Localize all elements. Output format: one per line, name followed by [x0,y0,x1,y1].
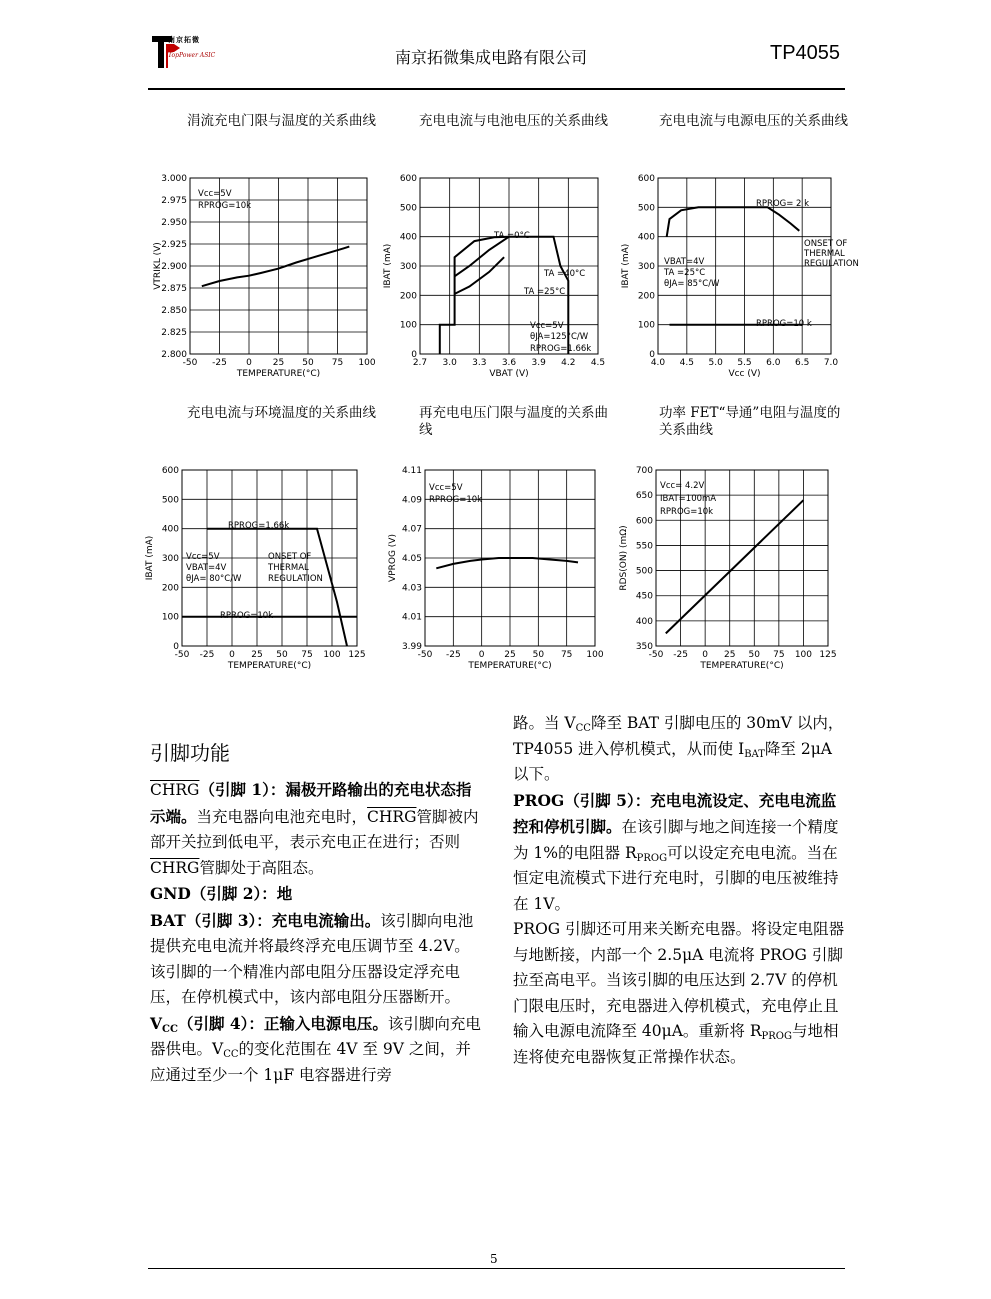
chart-2-ytick-label: 600 [637,174,655,184]
chart-3-annotation: VBAT=4V [186,563,227,573]
chart-1-xlabel: VBAT (V) [489,369,529,379]
chart-1-annotation: TA =25°C [524,287,566,297]
chart-2-annotation: RPROG= 2 k [756,199,810,209]
footer-rule [148,1268,845,1269]
chart-2-xtick-label: 6.5 [795,358,810,368]
chart-2-annotation: θJA= 85°C/W [664,279,720,289]
logo-text-en: TopPower ASIC [168,52,216,59]
chart-5-ytick-label: 650 [635,491,653,502]
chart-2-ytick-label: 300 [637,262,655,272]
chart-4-ytick-label: 4.11 [401,466,422,476]
chart-3-ytick-label: 0 [173,642,179,652]
company-name: 南京拓微集成电路有限公司 [395,48,588,67]
pin5-sd-text-2: 与地相连将使充电器恢复正常操作状态。 [513,1022,839,1066]
chart-1-ytick-label: 200 [399,291,417,302]
chart-4-xtick-label: 25 [504,650,516,660]
chart-5-xtick-label: 125 [819,650,837,660]
pin5-text-2: 可以设定充电电流。当在恒定电流模式下进行充电时，引脚的电压被维持在 1V。 [513,843,839,913]
chart-4-annotation: Vcc=5V [429,483,463,493]
chart-5-xtick-label: -25 [673,650,688,660]
pin1-text-1: 当充电器向电池充电时， [196,807,368,826]
chart-2-xtick-label: 4.5 [679,358,694,368]
chart-3-ytick-label: 600 [161,466,179,476]
pin4-v: V [150,1013,163,1033]
chart-2-xtick-label: 5.0 [708,358,723,368]
chart-3-xtick-label: -50 [174,650,190,660]
chart-title-trickle: 涓流充电门限与温度的关系曲线 [187,113,376,129]
chart-1-annotation: TA =40°C [544,269,586,279]
pin4-cc-sub: CC [162,1023,178,1035]
chart-5-xtick-label: 50 [748,650,761,660]
chart-3-ylabel: IBAT (mA) [145,535,155,581]
pin5-paragraph [513,788,845,918]
chart-0-ytick-label: 2.925 [161,240,187,250]
pin4-cc-sub-2: CC [223,1049,239,1060]
chart-2-xtick-label: 7.0 [823,358,839,368]
chart-3-xtick-label: 0 [229,650,235,660]
pin4-cont-text-1: 路。当 V [513,714,576,732]
pin4-text-1: 该引脚向充电器供电。V [150,1014,481,1058]
chart-1-xtick-label: 4.5 [590,358,606,368]
chart-1-ytick-label: 100 [399,320,417,331]
chart-ibat-vs-temp [145,462,378,671]
chart-5-xlabel: TEMPERATURE(°C) [700,661,784,671]
chart-5-ytick-label: 550 [635,541,653,552]
chart-3-annotation: RPROG=1.66k [228,521,290,531]
chart-3-annotation: REGULATION [268,574,323,584]
pin5-text-1: 在该引脚与地之间连接一个精度为 1%的电阻器 R [513,818,839,862]
pin3-text: 该引脚向电池提供充电电流并将最终浮充电压调节至 4.2V。该引脚的一个精准内部电阻分压器设定浮充电压，在停机模式中，该内部电阻分压器断开。 [150,911,474,1006]
chart-3-ytick-label: 100 [161,612,179,623]
chart-0-ytick-label: 2.900 [161,262,187,272]
chart-3-xtick-label: 100 [323,650,341,660]
chart-3-xtick-label: 50 [276,650,288,660]
chart-4-xtick-label: 0 [478,650,485,660]
chart-2-annotation: VBAT=4V [664,257,705,267]
chart-2-annotation: THERMAL [804,249,845,259]
chart-title-ibat-vcc: 充电电流与电源电压的关系曲线 [659,113,848,129]
chart-0-xtick-label: 25 [272,358,285,368]
chart-5-ytick-label: 400 [635,616,653,627]
pin1-desc-bold: 漏极开路输出的充电状态指示端。 [150,780,472,826]
chart-0-ytick-label: 2.850 [161,306,187,316]
pin5-shutdown-paragraph [513,917,845,1070]
chart-2-ytick-label: 500 [637,203,655,214]
chart-3-xtick-label: -25 [199,650,215,660]
pin2-desc-bold: GND（引脚 2）：地 [150,884,293,903]
chart-4-ytick-label: 3.99 [401,642,422,652]
chart-0-xtick-label: -50 [182,358,198,368]
chart-0-ylabel: VTRIKL (V) [153,242,163,290]
chart-1-annotation: RPROG=1.66k [530,344,592,354]
pin4-cont-bat-sub: BAT [744,748,765,760]
chart-1-series-1 [455,237,509,277]
chart-5-ytick-label: 450 [635,591,653,602]
pin1-name: CHRG [150,781,200,799]
chart-4-xtick-label: 75 [560,650,573,660]
pin3-desc-bold: BAT（引脚 3）：充电电流输出。 [150,910,381,930]
chart-4-series-0 [436,558,578,568]
chart-3-annotation: RPROG=10k [220,611,274,621]
chart-0-ytick-label: 3.000 [161,174,187,184]
chart-3-ytick-label: 400 [161,524,179,535]
chart-4-xtick-label: -25 [445,650,461,660]
chart-title-vprog-temp: 再充电电压门限与温度的关系曲线 [419,405,608,438]
chart-4-ytick-label: 4.03 [401,583,422,594]
section-title: 引脚功能 [150,741,230,765]
chart-1-xtick-label: 3.6 [501,358,517,368]
header-rule [148,88,845,90]
chart-3-annotation: THERMAL [268,563,309,573]
chart-0-xtick-label: -25 [212,358,227,368]
logo-text-cn: 南京拓微 [168,36,200,44]
chart-1-ytick-label: 500 [399,203,417,214]
chart-1-xtick-label: 3.3 [472,358,487,368]
pin4-text-2: 的变化范围在 4V 至 9V 之间，并应通过至少一个 1μF 电容器进行旁 [150,1040,471,1084]
pin5-sd-prog-sub: PROG [761,1031,792,1042]
pin1-text-2: 管脚被内部开关拉到低电平，表示充电正在进行；否则 [150,807,479,851]
chart-5-ytick-label: 600 [635,516,653,527]
chart-title-ibat-vbat: 充电电流与电池电压的关系曲线 [419,113,608,129]
chart-0-xtick-label: 0 [246,358,252,368]
chart-4-svg [380,462,610,671]
chart-1-annotation: TA =0°C [494,231,530,241]
chart-0-xlabel: TEMPERATURE(°C) [236,369,321,379]
chart-5-xtick-label: 0 [702,650,709,660]
chart-3-ytick-label: 200 [161,583,179,594]
chart-5-svg [619,462,850,671]
chart-rds-vs-temp [620,462,850,671]
chart-4-xtick-label: -50 [417,650,433,660]
chart-0-ytick-label: 2.950 [161,218,187,228]
pin5-prog-sub: PROG [636,852,668,864]
chart-0-series-0 [202,247,349,287]
chart-2-annotation: REGULATION [804,259,859,269]
chart-2-xtick-label: 5.5 [737,358,752,368]
chart-vprog-vs-temp [380,462,610,671]
pin3-paragraph [150,908,482,1011]
chart-5-ytick-label: 350 [635,642,653,652]
chart-3-ytick-label: 300 [161,554,179,564]
chart-2-ytick-label: 0 [649,350,655,360]
chart-5-xtick-label: 100 [794,650,813,660]
chart-4-ytick-label: 4.05 [401,554,422,564]
chart-4-ytick-label: 4.07 [401,524,422,535]
pin4-desc-bold: （引脚 4）：正输入电源电压。 [177,1013,388,1033]
pin1-text-3: 管脚处于高阻态。 [199,858,324,877]
chart-1-svg [380,170,610,379]
chart-title-rds-temp: 功率 FET“导通”电阻与温度的关系曲线 [659,405,841,438]
chart-1-xtick-label: 3.9 [531,358,546,368]
chart-3-xlabel: TEMPERATURE(°C) [227,661,312,671]
chart-4-ytick-label: 4.01 [401,612,422,623]
chart-2-xtick-label: 4.0 [650,358,666,368]
chart-0-xtick-label: 75 [331,358,344,368]
chart-5-annotation: Vcc= 4.2V [660,481,705,491]
chart-1-xtick-label: 2.7 [412,358,428,368]
chart-1-ytick-label: 0 [411,350,417,360]
chart-1-xtick-label: 3.0 [442,358,457,368]
pin5-sd-text-1: PROG 引脚还可用来关断充电器。将设定电阻器与地断接，内部一个 2.5μA 电流将 PROG 引脚拉至高电平。当该引脚的电压达到 2.7V 的停机门限电压时，充电器进入停机模式，充电停止且输入电源电流降至 40μA。重新将 R [513,920,845,1040]
chart-3-ytick-label: 500 [161,495,179,506]
chart-5-ytick-label: 500 [635,566,653,577]
chart-2-annotation: RPROG=10 k [756,319,812,329]
chart-2-svg [620,170,859,379]
pin5-desc-bold: PROG（引脚 5）：充电电流设定、充电电流监控和停机引脚。 [513,790,837,836]
page-number: 5 [490,1252,498,1266]
chart-5-xtick-label: -50 [648,650,664,660]
chart-3-annotation: θJA= 80°C/W [186,574,242,584]
chart-0-ytick-label: 2.825 [161,328,187,338]
chart-2-ytick-label: 400 [637,232,655,243]
chart-4-xlabel: TEMPERATURE(°C) [468,661,552,671]
chart-1-ylabel: IBAT (mA) [383,243,393,289]
chart-1-annotation: θJA=125°C/W [530,332,589,342]
chart-1-annotation: Vcc=5V [530,321,564,331]
part-number: TP4055 [770,42,841,64]
chart-3-xtick-label: 25 [251,650,263,660]
chart-5-xtick-label: 25 [723,650,736,660]
chart-0-annotation: RPROG=10k [198,201,252,211]
pin1-name-2: CHRG [367,807,417,826]
chart-2-annotation: TA =25°C [664,268,706,278]
chart-0-svg [148,170,376,379]
chart-5-ylabel: RDS(ON) (mΩ) [619,525,629,591]
chart-0-ytick-label: 2.875 [161,284,187,294]
chart-1-ytick-label: 600 [399,174,417,184]
pin1-name-3: CHRG [150,858,200,877]
chart-0-annotation: Vcc=5V [198,189,232,199]
chart-3-xtick-label: 125 [348,650,366,660]
pin1-number: （引脚 1）： [199,780,286,799]
chart-trickle-threshold [148,170,376,379]
pin4-cont-text-2: 降至 BAT 引脚电压的 30mV 以内，TP4055 进入停机模式，从而使 I [513,714,844,758]
chart-3-annotation: Vcc=5V [186,552,220,562]
chart-2-ylabel: IBAT (mA) [621,243,631,289]
chart-4-annotation: RPROG=10k [429,495,483,505]
chart-3-annotation: ONSET OF [268,552,312,562]
pin2-paragraph [150,881,482,908]
right-column [513,711,845,1070]
chart-2-xtick-label: 6.0 [766,358,781,368]
chart-0-ytick-label: 2.975 [161,196,187,206]
chart-1-ytick-label: 400 [399,232,417,243]
chart-4-xtick-label: 50 [532,650,545,660]
chart-5-annotation: IBAT=100mA [660,494,717,504]
pin4-cont-text-3: 降至 2μA 以下。 [513,739,832,783]
chart-5-ytick-label: 700 [635,466,653,476]
chart-0-xtick-label: 50 [302,358,314,368]
chart-4-ylabel: VPROG (V) [388,534,398,582]
chart-4-xtick-label: 100 [586,650,604,660]
pin4-cont-cc-sub: CC [575,723,591,734]
chart-3-xtick-label: 75 [301,650,313,660]
chart-2-xlabel: Vcc (V) [728,369,761,379]
chart-5-xtick-label: 75 [773,650,785,660]
chart-5-annotation: RPROG=10k [660,507,714,517]
chart-title-ibat-temp: 充电电流与环境温度的关系曲线 [187,405,376,421]
pin4-continued-paragraph [513,711,845,788]
chart-ibat-vs-vcc [620,170,859,379]
chart-1-xtick-label: 4.2 [561,358,576,368]
chart-0-xtick-label: 100 [358,358,376,368]
chart-0-ytick-label: 2.800 [161,350,187,360]
pin4-paragraph [150,1011,482,1089]
chart-ibat-vs-vbat [380,170,610,379]
chart-3-svg [145,462,378,671]
chart-2-annotation: ONSET OF [804,239,848,249]
chart-2-ytick-label: 100 [637,320,655,331]
left-column [150,777,482,1088]
chart-4-ytick-label: 4.09 [401,495,422,506]
pin1-paragraph [150,777,482,881]
chart-2-ytick-label: 200 [637,291,655,302]
chart-1-ytick-label: 300 [399,262,417,272]
